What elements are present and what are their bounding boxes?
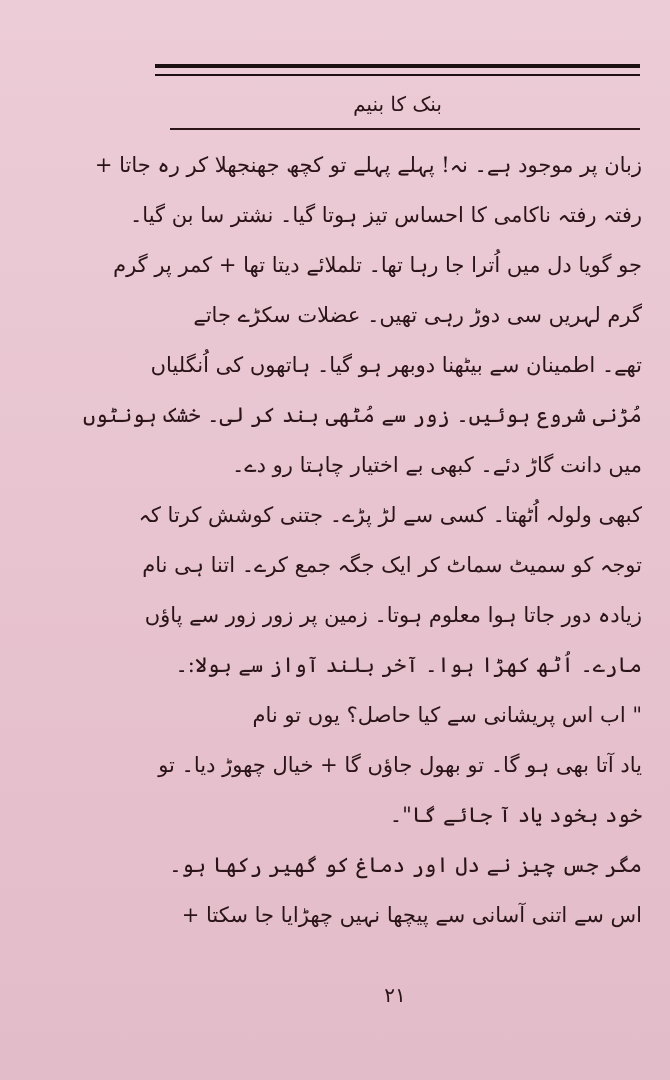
page-number: ۲۱ [384,983,406,1007]
text-line: کبھی ولولہ اُٹھتا۔ کسی سے لڑ پڑے۔ جتنی کوشش کرتا کہ [138,503,642,527]
text-line: یاد آتا بھی ہو گا۔ تو بھول جاؤں گا + خیال چھوڑ دیا۔ تو [158,753,642,777]
text-line: مگر جس چیز نے دل اور دماغ کو گھیر رکھا ہو۔ [169,853,642,877]
text-line: مارے۔ اُٹھ کھڑا ہوا۔ آخر بلند آواز سے بولا:۔ [175,653,642,677]
text-line: رفتہ رفتہ ناکامی کا احساس تیز ہوتا گیا۔ نشتر سا بن گیا۔ [129,203,642,227]
text-line: میں دانت گاڑ دئے۔ کبھی بے اختیار چاہتا رو دے۔ [231,453,642,477]
text-line: زبان پر موجود ہے۔ نہ! پہلے پہلے تو کچھ جھنجھلا کر رہ جاتا + [94,153,642,177]
text-line: " اب اس پریشانی سے کیا حاصل؟ یوں تو نام [252,703,642,727]
text-line: خود بخود یاد آ جائے گا"۔ [389,803,642,827]
text-line: تھے۔ اطمینان سے بیٹھنا دوبھر ہو گیا۔ ہاتھوں کی اُنگلیاں [150,353,642,377]
text-line: توجہ کو سمیٹ سماٹ کر ایک جگہ جمع کرے۔ اتنا ہی نام [142,553,642,577]
text-line: مُڑنی شروع ہوئیں۔ زور سے مُٹھی بند کر لی۔ خشک ہونٹوں [83,403,642,427]
header-rule-thick [155,64,640,68]
running-head: بنک کا بنیم [353,92,442,116]
body-text [83,140,642,940]
header-rule-thin [155,74,640,76]
text-line: اس سے اتنی آسانی سے پیچھا نہیں چھڑایا جا سکتا + [181,903,642,927]
text-line: جو گویا دل میں اُترا جا رہا تھا۔ تلملائے دیتا تھا + کمر پر گرم [113,253,642,277]
text-line: زیادہ دور جاتا ہوا معلوم ہوتا۔ زمین پر زور زور سے پاؤں [144,603,642,627]
text-line: گرم لہریں سی دوڑ رہی تھیں۔ عضلات سکڑے جاتے [193,303,642,327]
running-head-underline [170,128,640,130]
